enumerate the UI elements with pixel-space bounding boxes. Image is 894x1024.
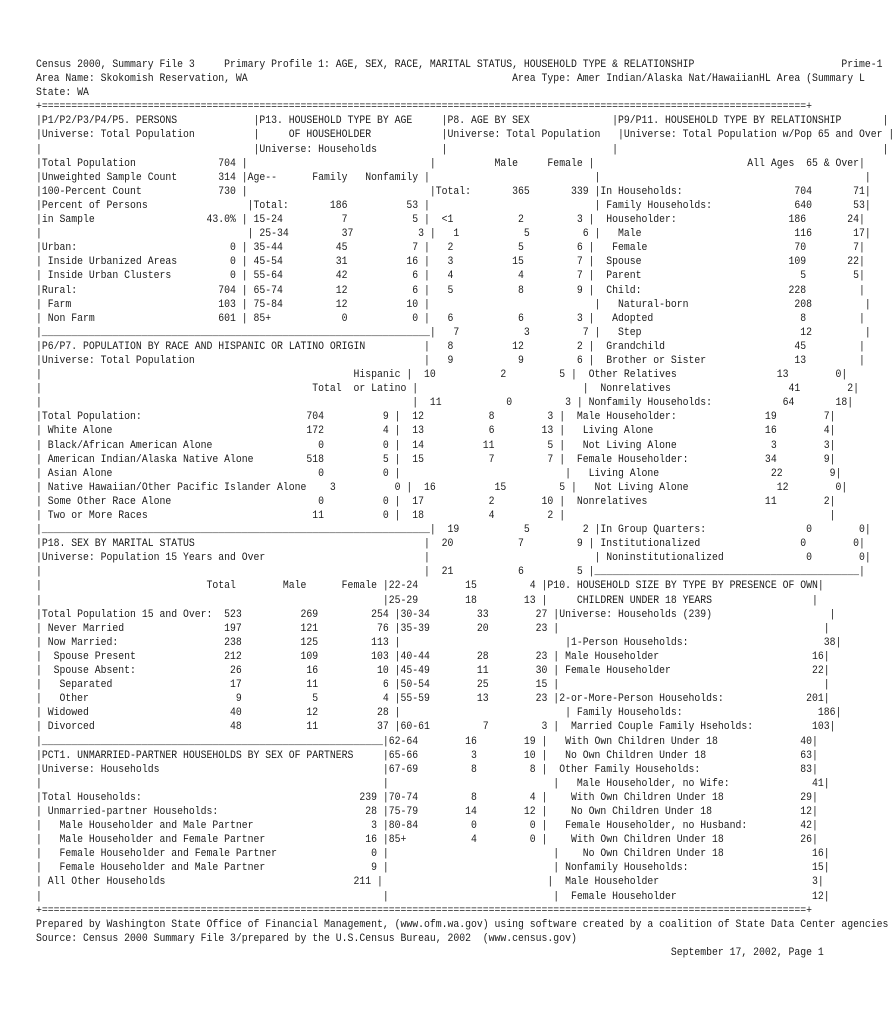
- report-line: |__________________________________________________________________| 7 3 7 | Step 12 |: [36, 326, 871, 339]
- report-line: | Inside Urban Clusters 0 | 55-64 42 6 | 4 4 7 | Parent 5 5|: [36, 270, 865, 283]
- report-line: Area Name: Skokomish Reservation, WA Area Type: Amer Indian/Alaska Nat/HawaiianHL Area (Summary L: [36, 73, 865, 86]
- report-line: | Total Male Female |22-24 15 4 |P10. HOUSEHOLD SIZE BY TYPE BY PRESENCE OF OWN|: [36, 580, 824, 593]
- report-line: | |Universe: Households | | |: [36, 143, 889, 156]
- report-line: | Inside Urbanized Areas 0 | 45-54 31 16 | 3 15 7 | Spouse 109 22|: [36, 256, 865, 269]
- report-line: Census 2000, Summary File 3 Primary Profile 1: AGE, SEX, RACE, MARITAL STATUS, HOUSEHOLD TYPE & RELATIONSHIP Prime-1: [36, 59, 883, 71]
- report-line: | Widowed 40 12 28 | | Family Households: 186|: [36, 707, 842, 720]
- report-line: | Other 9 5 4 |55-59 13 23 |2-or-More-Person Households: 201|: [36, 693, 830, 706]
- report-line: |PCT1. UNMARRIED-PARTNER HOUSEHOLDS BY SEX OF PARTNERS |65-66 3 10 | No Own Children Under 18 63|: [36, 749, 818, 762]
- report-line: | | 25-34 37 3 | 1 5 6 | Male 116 17|: [36, 228, 871, 241]
- report-line: | Farm 103 | 75-84 12 10 | | Natural-born 208 |: [36, 298, 871, 311]
- report-line: | Now Married: 238 125 113 | |1-Person Households: 38|: [36, 636, 842, 649]
- report-line: | American Indian/Alaska Native Alone 518 5 | 15 7 7 | Female Householder: 34 9|: [36, 453, 836, 466]
- report-line: | Separated 17 11 6 |50-54 25 15 | |: [36, 679, 830, 692]
- report-line: +==================================================================================================================================+: [36, 101, 812, 114]
- report-line: | Some Other Race Alone 0 0 | 17 2 10 | Nonrelatives 11 2|: [36, 495, 836, 508]
- report-line: |Universe: Total Population | OF HOUSEHOLDER |Universe: Total Population |Universe: Total Population w/Pop 65 and Over |: [36, 129, 894, 142]
- report-line: | Two or More Races 11 0 | 18 4 2 | |: [36, 510, 836, 522]
- report-line: | Male Householder and Male Partner 3 |80-84 0 0 | Female Householder, no Husband: 42|: [36, 820, 818, 833]
- report-line: |Unweighted Sample Count 314 |Age-- Family Nonfamily | | |: [36, 171, 871, 184]
- report-line: |Universe: Households |67-69 8 8 | Other Family Households: 83|: [36, 763, 818, 776]
- report-line: |Total Population: 704 9 | 12 8 3 | Male Householder: 19 7|: [36, 411, 836, 424]
- report-line: | | 21 6 5 |_____________________________________________|: [36, 566, 865, 579]
- report-line: | | | Male Householder, no Wife: 41|: [36, 777, 830, 790]
- report-line: | Unmarried-partner Households: 28 |75-79 14 12 | No Own Children Under 18 12|: [36, 805, 818, 818]
- report-line: |Total Population 704 | | Male Female | All Ages 65 & Over|: [36, 157, 865, 170]
- report-line: | All Other Households 211 | | Male Householder 3|: [36, 876, 824, 889]
- report-line: | | | Female Householder 12|: [36, 890, 830, 903]
- report-line: |Total Households: 239 |70-74 8 4 | With Own Children Under 18 29|: [36, 791, 818, 804]
- report-line: |__________________________________________________________|62-64 16 19 | With Own Children Under 18 40|: [36, 735, 818, 748]
- report-line: +==================================================================================================================================+: [36, 904, 812, 917]
- report-line: | Female Householder and Female Partner 0 | | No Own Children Under 18 16|: [36, 848, 830, 861]
- report-line: | | 11 0 3 | Nonfamily Households: 64 18|: [36, 397, 854, 410]
- report-line: |Universe: Total Population | 9 9 6 | Brother or Sister 13 |: [36, 354, 865, 367]
- report-line: |100-Percent Count 730 | |Total: 365 339 |In Households: 704 71|: [36, 185, 871, 198]
- report-line: |P18. SEX BY MARITAL STATUS | 20 7 9 | Institutionalized 0 0|: [36, 538, 865, 551]
- report-line: |in Sample 43.0% | 15-24 7 5 | <1 2 3 | Householder: 186 24|: [36, 214, 865, 227]
- report-line: |__________________________________________________________________| 19 5 2 |In Group Quarters: 0 0|: [36, 524, 871, 537]
- report-line: | Divorced 48 11 37 |60-61 7 3 | Married Couple Family Hseholds: 103|: [36, 721, 836, 734]
- report-line: | Asian Alone 0 0 | | Living Alone 22 9|: [36, 467, 842, 480]
- report-line: | Spouse Absent: 26 16 10 |45-49 11 30 | Female Householder 22|: [36, 665, 830, 678]
- report-line: | Female Householder and Male Partner 9 | | Nonfamily Households: 15|: [36, 862, 830, 875]
- report-line: Prepared by Washington State Office of Financial Management, (www.ofm.wa.gov) using software created by a coalition of State Data Center agencies: [36, 918, 889, 931]
- report-line: | Native Hawaiian/Other Pacific Islander Alone 3 0 | 16 15 5 | Not Living Alone 12 0|: [36, 481, 848, 494]
- report-line: | Black/African American Alone 0 0 | 14 11 5 | Not Living Alone 3 3|: [36, 439, 836, 452]
- report-line: |Rural: 704 | 65-74 12 6 | 5 8 9 | Child: 228 |: [36, 284, 865, 297]
- report-line: |Universe: Population 15 Years and Over | | Noninstitutionalized 0 0|: [36, 552, 871, 565]
- report-line: | Male Householder and Female Partner 16 |85+ 4 0 | With Own Children Under 18 26|: [36, 834, 818, 847]
- report-line: | White Alone 172 4 | 13 6 13 | Living Alone 16 4|: [36, 425, 836, 438]
- report-line: September 17, 2002, Page 1: [36, 946, 824, 959]
- report-line: | Spouse Present 212 109 103 |40-44 28 23 | Male Householder 16|: [36, 650, 830, 663]
- report-line: | Hispanic | 10 2 5 | Other Relatives 13 0|: [36, 369, 848, 382]
- report-line: Source: Census 2000 Summary File 3/prepared by the U.S.Census Bureau, 2002 (www.census.gov): [36, 932, 577, 945]
- report-line: |Total Population 15 and Over: 523 269 254 |30-34 33 27 |Universe: Households (239) |: [36, 608, 836, 621]
- report-line: | Never Married 197 121 76 |35-39 20 23 | |: [36, 622, 830, 635]
- report-line: | Non Farm 601 | 85+ 0 0 | 6 6 3 | Adopted 8 |: [36, 312, 865, 325]
- report-line: | Total or Latino | | Nonrelatives 41 2|: [36, 383, 860, 396]
- census-report: [36, 58, 894, 960]
- report-line: | |25-29 18 13 | CHILDREN UNDER 18 YEARS |: [36, 594, 818, 607]
- report-line: |P6/P7. POPULATION BY RACE AND HISPANIC OR LATINO ORIGIN | 8 12 2 | Grandchild 45 |: [36, 340, 865, 353]
- report-line: |Percent of Persons |Total: 186 53 | | Family Households: 640 53|: [36, 199, 871, 212]
- report-line: State: WA: [36, 87, 89, 100]
- report-line: |Urban: 0 | 35-44 45 7 | 2 5 6 | Female 70 7|: [36, 242, 865, 255]
- report-line: |P1/P2/P3/P4/P5. PERSONS |P13. HOUSEHOLD TYPE BY AGE |P8. AGE BY SEX |P9/P11. HOUSEHOLD TYPE BY RELATIONSHIP |: [36, 115, 889, 128]
